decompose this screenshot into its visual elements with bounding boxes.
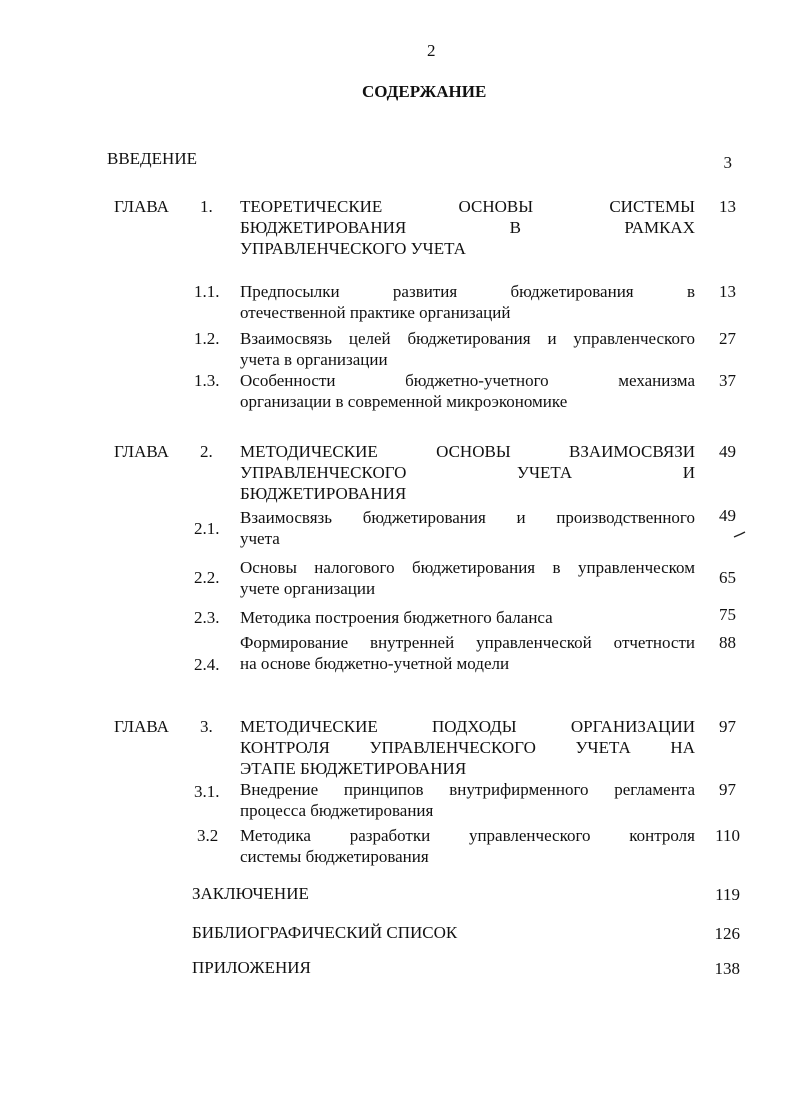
section-number: 2.4. [194, 655, 220, 674]
section-number: 1.3. [194, 371, 220, 390]
section-number: 3.1. [194, 782, 220, 801]
chapter-page: 49 [719, 442, 736, 461]
section-number: 2.2. [194, 568, 220, 587]
chapter-number: 2. [200, 442, 213, 461]
section-title-line: процесса бюджетирования [240, 801, 434, 820]
section-page: 13 [719, 282, 736, 301]
chapter-title-line: ЭТАПЕ БЮДЖЕТИРОВАНИЯ [240, 759, 467, 778]
section-page: 27 [719, 329, 736, 348]
section-title-line: Взаимосвязь бюджетирования и производственного [240, 508, 695, 527]
chapter-title-line: МЕТОДИЧЕСКИЕ ОСНОВЫ ВЗАИМОСВЯЗИ [240, 442, 695, 461]
toc-conclusion-page: 119 [715, 885, 740, 904]
toc-conclusion-label: ЗАКЛЮЧЕНИЕ [192, 884, 309, 903]
page-number: 2 [427, 41, 436, 60]
chapter-title-line: БЮДЖЕТИРОВАНИЯ В РАМКАХ [240, 218, 695, 237]
section-page: 75 [719, 605, 736, 624]
toc-intro-label: ВВЕДЕНИЕ [107, 149, 197, 168]
chapter-word: ГЛАВА [114, 717, 169, 736]
section-page: 110 [715, 826, 740, 845]
section-page: 65 [719, 568, 736, 587]
chapter-title-line: УПРАВЛЕНЧЕСКОГО УЧЕТА [240, 239, 466, 258]
toc-appendices-page: 138 [714, 959, 740, 978]
section-page: 49 [719, 506, 736, 525]
section-title-line: Формирование внутренней управленческой отчетности [240, 633, 695, 652]
chapter-page: 97 [719, 717, 736, 736]
chapter-page: 13 [719, 197, 736, 216]
toc-appendices-label: ПРИЛОЖЕНИЯ [192, 958, 311, 977]
section-title-line: Особенности бюджетно-учетного механизма [240, 371, 695, 390]
section-title-line: учета в организации [240, 350, 388, 369]
section-number: 3.2 [197, 826, 219, 845]
section-number: 1.2. [194, 329, 220, 348]
section-title-line: Методика разработки управленческого контроля [240, 826, 695, 845]
section-number: 1.1. [194, 282, 220, 301]
section-title-line: организации в современной микроэкономике [240, 392, 568, 411]
page-title: СОДЕРЖАНИЕ [362, 82, 487, 101]
toc-bibliography-page: 126 [714, 924, 740, 943]
section-title-line: на основе бюджетно-учетной модели [240, 654, 510, 673]
section-page: 37 [719, 371, 736, 390]
section-title-line: отечественной практике организаций [240, 303, 511, 322]
section-title-line: Предпосылки развития бюджетирования в [240, 282, 695, 301]
section-number: 2.3. [194, 608, 220, 627]
chapter-title-line: КОНТРОЛЯ УПРАВЛЕНЧЕСКОГО УЧЕТА НА [240, 738, 695, 757]
chapter-title-line: МЕТОДИЧЕСКИЕ ПОДХОДЫ ОРГАНИЗАЦИИ [240, 717, 695, 736]
toc-intro-page: 3 [723, 153, 732, 172]
section-page: 97 [719, 780, 736, 799]
section-title-line: системы бюджетирования [240, 847, 429, 866]
section-title-line: учете организации [240, 579, 376, 598]
section-number: 2.1. [194, 519, 220, 538]
section-title-line: Основы налогового бюджетирования в управленческом [240, 558, 695, 577]
pen-mark [733, 530, 747, 540]
section-title-line: Взаимосвязь целей бюджетирования и управленческого [240, 329, 695, 348]
chapter-title-line: ТЕОРЕТИЧЕСКИЕ ОСНОВЫ СИСТЕМЫ [240, 197, 695, 216]
chapter-title-line: БЮДЖЕТИРОВАНИЯ [240, 484, 407, 503]
chapter-title-line: УПРАВЛЕНЧЕСКОГО УЧЕТА И [240, 463, 695, 482]
toc-bibliography-label: БИБЛИОГРАФИЧЕСКИЙ СПИСОК [192, 923, 458, 942]
section-title-line: учета [240, 529, 280, 548]
chapter-word: ГЛАВА [114, 197, 169, 216]
chapter-number: 1. [200, 197, 213, 216]
section-title-line: Внедрение принципов внутрифирменного регламента [240, 780, 695, 799]
section-page: 88 [719, 633, 736, 652]
chapter-number: 3. [200, 717, 213, 736]
chapter-word: ГЛАВА [114, 442, 169, 461]
section-title-line: Методика построения бюджетного баланса [240, 608, 553, 627]
